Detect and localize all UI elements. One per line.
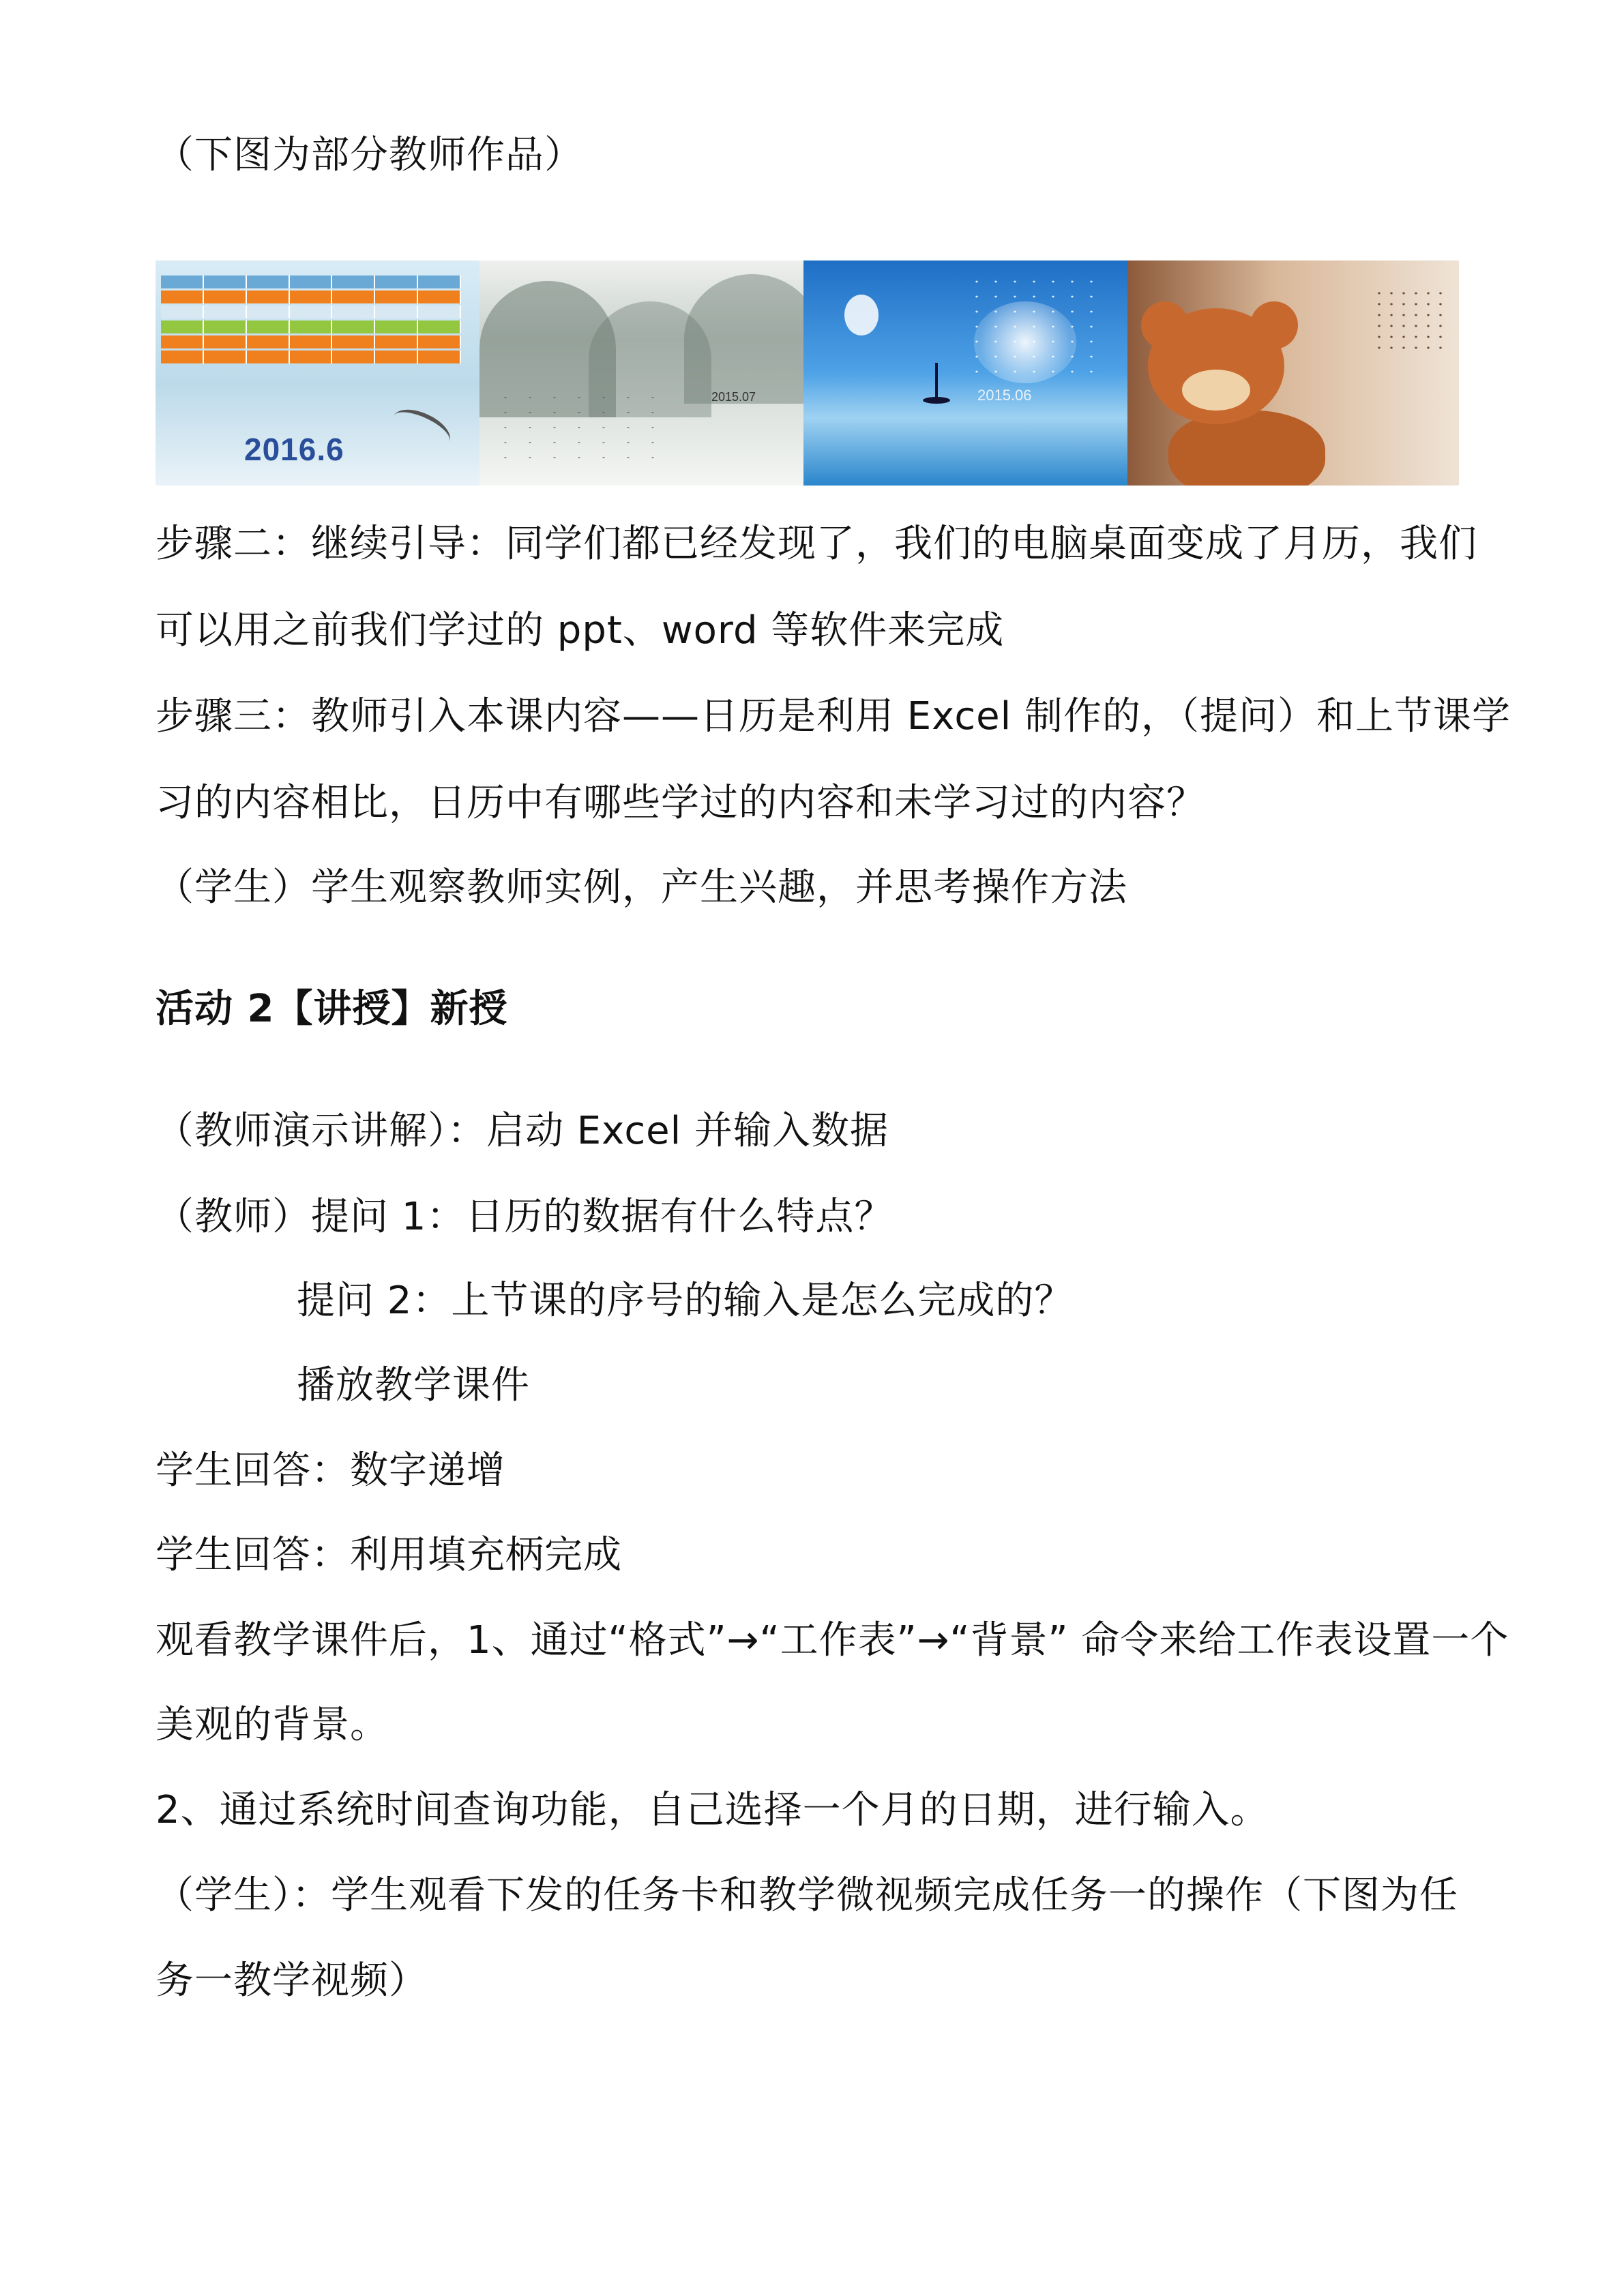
paragraph: 2、通过系统时间查询功能，自己选择一个月的日期，进行输入。 xyxy=(156,1788,1269,1832)
paragraph: （学生）：学生观看下发的任务卡和教学微视频完成任务一的操作（下图为任 xyxy=(156,1873,1458,1918)
paragraph: 播放教学课件 xyxy=(297,1363,530,1407)
seagull-icon xyxy=(387,402,456,456)
paragraph: （教师演示讲解）：启动 Excel 并输入数据 xyxy=(156,1109,889,1153)
paragraph: 提问 2：上节课的序号的输入是怎么完成的？ xyxy=(297,1279,1074,1323)
paragraph: 观看教学课件后，1、通过“格式”→“工作表”→“背景” 命令来给工作表设置一个 xyxy=(156,1618,1509,1663)
image-caption: （下图为部分教师作品） xyxy=(156,133,583,177)
paragraph: 可以用之前我们学过的 ppt、word 等软件来完成 xyxy=(156,608,1005,653)
calendar-sky-image xyxy=(156,260,479,486)
paragraph: （教师）提问 1：日历的数据有什么特点？ xyxy=(156,1195,894,1239)
paragraph: 学生回答：数字递增 xyxy=(156,1448,505,1493)
paragraph: 习的内容相比，日历中有哪些学过的内容和未学习过的内容？ xyxy=(156,781,1205,825)
calendar-bear-image xyxy=(1127,260,1459,486)
paragraph: 步骤二：继续引导：同学们都已经发现了，我们的电脑桌面变成了月历，我们 xyxy=(156,522,1477,566)
image-label: 2015.06 xyxy=(977,387,1032,404)
teacher-works-gallery xyxy=(156,260,1459,486)
paragraph: （学生）学生观察教师实例，产生兴趣，并思考操作方法 xyxy=(156,865,1127,910)
paragraph: 美观的背景。 xyxy=(156,1703,389,1747)
image-label: 2016.6 xyxy=(244,432,344,467)
image-label: 2015.07 xyxy=(711,390,756,404)
calendar-mountain-image xyxy=(479,260,803,486)
paragraph: 步骤三：教师引入本课内容——日历是利用 Excel 制作的，（提问）和上节课学 xyxy=(156,694,1511,739)
paragraph: 学生回答：利用填充柄完成 xyxy=(156,1533,622,1577)
paragraph: 务一教学视频） xyxy=(156,1958,428,2003)
calendar-sea-image xyxy=(803,260,1127,486)
activity-heading: 活动 2【讲授】新授 xyxy=(156,987,508,1031)
